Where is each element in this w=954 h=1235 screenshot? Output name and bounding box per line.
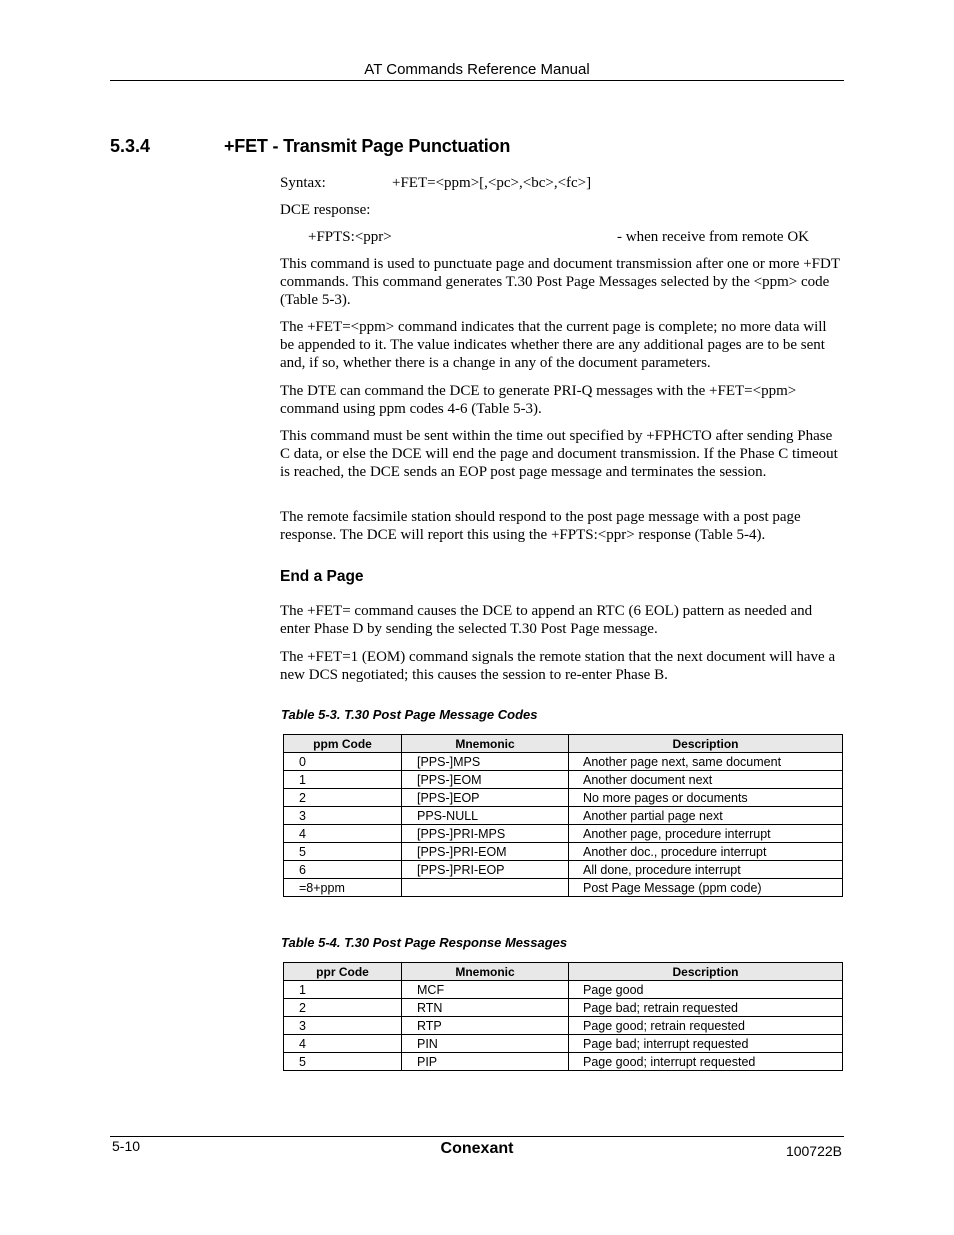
syntax-label: Syntax:: [280, 175, 326, 191]
table-row: [284, 1053, 843, 1071]
table-cell: 4: [284, 1035, 402, 1053]
page-number: 5-10: [112, 1138, 141, 1154]
table-cell: 0: [284, 753, 402, 771]
table-cell: MCF: [402, 981, 569, 999]
table-cell: [PPS-]PRI-MPS: [402, 825, 569, 843]
table-cell: 6: [284, 861, 402, 879]
table-cell: Post Page Message (ppm code): [569, 879, 843, 897]
column-header: Description: [569, 963, 843, 981]
table-cell: =8+ppm: [284, 879, 402, 897]
table-cell: Page good; interrupt requested: [569, 1053, 843, 1071]
dce-response-label: DCE response:: [280, 202, 371, 218]
table-cell: Page bad; retrain requested: [569, 999, 843, 1017]
column-header: Description: [569, 735, 843, 753]
table-cell: 3: [284, 1017, 402, 1035]
column-header: ppm Code: [284, 735, 402, 753]
table-row: [284, 999, 843, 1017]
ppm-codes-table: [283, 734, 843, 897]
table-row: [284, 789, 843, 807]
table-cell: PPS-NULL: [402, 807, 569, 825]
section-title: +FET - Transmit Page Punctuation: [224, 136, 511, 156]
table-cell: 4: [284, 825, 402, 843]
table-cell: Page good; retrain requested: [569, 1017, 843, 1035]
table-cell: Another page next, same document: [569, 753, 843, 771]
table-row: [284, 771, 843, 789]
table-cell: Another doc., procedure interrupt: [569, 843, 843, 861]
column-header: Mnemonic: [402, 963, 569, 981]
column-header: Mnemonic: [402, 735, 569, 753]
table-cell: [PPS-]PRI-EOM: [402, 843, 569, 861]
footer-rule: [110, 1136, 844, 1137]
table-cell: [402, 879, 569, 897]
table-cell: RTN: [402, 999, 569, 1017]
paragraph: The DTE can command the DCE to generate PRI-Q messages with the +FET=<ppm> command using ppm codes 4-6 (Table 5-3).: [280, 383, 797, 417]
table-cell: 3: [284, 807, 402, 825]
paragraph: This command must be sent within the time out specified by +FPHCTO after sending Phase C data, or else the DCE will end the page and document transmission. If the Phase C timeout is reached, the DCE sends an EOP post page message and terminates the session.: [280, 428, 838, 480]
paragraph: This command is used to punctuate page and document transmission after one or more +FDT commands. This command generates T.30 Post Page Messages selected by the <ppm> code (Table 5-3).: [280, 256, 840, 308]
table-cell: RTP: [402, 1017, 569, 1035]
table-cell: 1: [284, 981, 402, 999]
table-row: [284, 861, 843, 879]
table-cell: PIN: [402, 1035, 569, 1053]
paragraph: The +FET=<ppm> command indicates that the current page is complete; no more data will be appended to it. The value indicates whether there are any additional pages are to be sent and, if so, whether there is a change in any of the document parameters.: [280, 319, 827, 371]
document-number: 100722B: [785, 1143, 842, 1159]
table-cell: 5: [284, 1053, 402, 1071]
table-row: [284, 1035, 843, 1053]
table-row: [284, 807, 843, 825]
section-number: 5.3.4: [110, 136, 151, 156]
table-cell: Another partial page next: [569, 807, 843, 825]
table-cell: [PPS-]PRI-EOP: [402, 861, 569, 879]
table-cell: PIP: [402, 1053, 569, 1071]
table-cell: [PPS-]MPS: [402, 753, 569, 771]
table-cell: No more pages or documents: [569, 789, 843, 807]
table-header-row: [284, 963, 843, 981]
running-header: AT Commands Reference Manual: [364, 61, 590, 78]
column-header: ppr Code: [284, 963, 402, 981]
paragraph: The +FET=1 (EOM) command signals the remote station that the next document will have a new DCS negotiated; this causes the session to re-enter Phase B.: [280, 649, 836, 683]
table-cell: Another page, procedure interrupt: [569, 825, 843, 843]
subsection-title: End a Page: [280, 568, 364, 585]
table-header-row: [284, 735, 843, 753]
table-cell: Page good: [569, 981, 843, 999]
table-row: [284, 879, 843, 897]
table-caption: Table 5-3. T.30 Post Page Message Codes: [281, 707, 538, 722]
table-cell: All done, procedure interrupt: [569, 861, 843, 879]
table-cell: [PPS-]EOP: [402, 789, 569, 807]
dce-response-value: +FPTS:<ppr>: [308, 229, 392, 245]
table-row: [284, 753, 843, 771]
table-cell: 2: [284, 789, 402, 807]
syntax-value: +FET=<ppm>[,<pc>,<bc>,<fc>]: [392, 175, 592, 191]
company-name: Conexant: [440, 1140, 514, 1157]
paragraph: The +FET= command causes the DCE to append an RTC (6 EOL) pattern as needed and enter Phase D by sending the selected T.30 Post Page message.: [280, 603, 813, 637]
table-row: [284, 825, 843, 843]
table-row: [284, 1017, 843, 1035]
ppr-response-table: [283, 962, 843, 1071]
table-cell: Page bad; interrupt requested: [569, 1035, 843, 1053]
table-cell: 1: [284, 771, 402, 789]
header-rule: [110, 80, 844, 81]
paragraph: The remote facsimile station should respond to the post page message with a post page response. The DCE will report this using the +FPTS:<ppr> response (Table 5-4).: [280, 509, 801, 543]
table-cell: 5: [284, 843, 402, 861]
table-cell: 2: [284, 999, 402, 1017]
table-row: [284, 981, 843, 999]
table-cell: [PPS-]EOM: [402, 771, 569, 789]
table-caption: Table 5-4. T.30 Post Page Response Messages: [281, 935, 568, 950]
dce-response-note: - when receive from remote OK: [617, 229, 809, 245]
table-cell: Another document next: [569, 771, 843, 789]
table-row: [284, 843, 843, 861]
